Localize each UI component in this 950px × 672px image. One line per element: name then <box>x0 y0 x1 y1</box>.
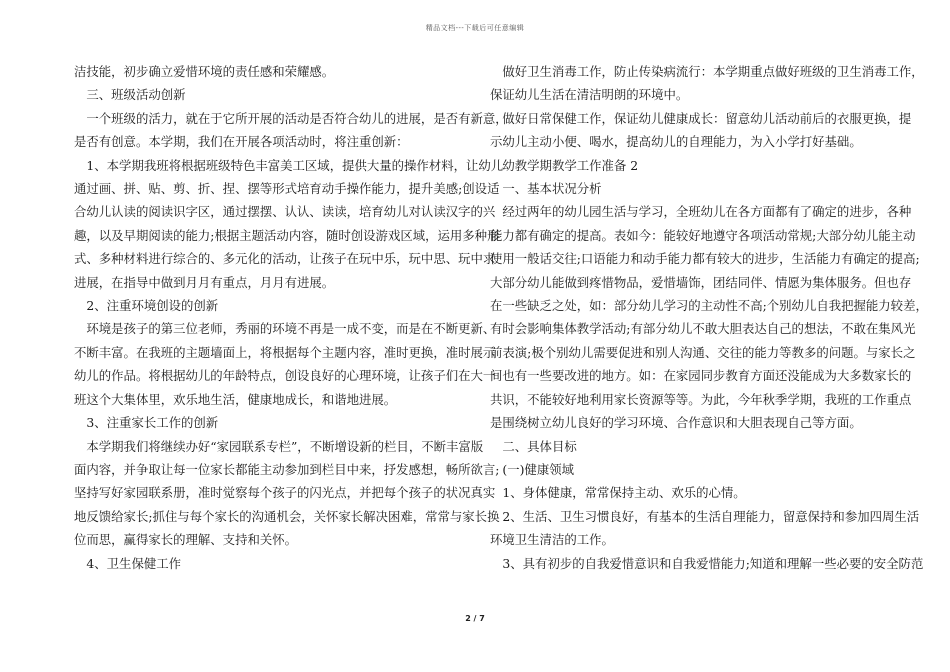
right-text-column <box>490 60 928 575</box>
left-text-column <box>74 60 508 575</box>
text-line: 二、具体目标 <box>490 438 577 454</box>
text-line: (一)健康领域 <box>490 461 575 477</box>
text-line: 示幼儿主动小便、喝水，提高幼儿的自理能力，为入小学打好基础。 <box>490 134 862 150</box>
text-line: 前表演;极个别幼儿需要促进和别人沟通、交往的能力等教多的问题。与家长之 <box>490 344 916 360</box>
text-line: 面内容，并争取让每一位家长都能主动参加到栏目中来，抒发感想，畅所欲言; <box>74 461 500 477</box>
text-line: 共识，不能较好地利用家长资源等等。为此，今年秋季学期，我班的工作重点 <box>490 391 912 407</box>
text-line: 是围绕树立幼儿良好的学习环境、合作意识和大胆表现自己等方面。 <box>490 415 862 431</box>
page-number: 2 / 7 <box>465 614 485 623</box>
text-line: 一个班级的活力，就在于它所开展的活动是否符合幼儿的进展，是否有新意， <box>74 110 508 126</box>
text-line: 经过两年的幼儿园生活与学习，全班幼儿在各方面都有了确定的进步，各种 <box>490 204 912 220</box>
text-line: 一、基本状况分析 <box>490 181 602 197</box>
text-line: 1、本学期我班将根据班级特色丰富美工区域，提供大量的操作材料，让幼儿 <box>74 157 504 173</box>
text-line: 间也有一些要改进的地方。如：在家园同步教育方面还没能成为大多数家长的 <box>490 368 912 384</box>
text-line: 地反馈给家长;抓住与每个家长的沟通机会，关怀家长解决困难，常常与家长换 <box>74 508 500 524</box>
text-line: 使用一般话交往;口语能力和动手能力都有较大的进步，生活能力有确定的提高; <box>490 251 920 267</box>
text-line: 1、身体健康，常常保持主动、欢乐的心情。 <box>490 485 746 501</box>
text-line: 洁技能，初步确立爱惜环境的责任感和荣耀感。 <box>74 64 335 79</box>
text-line: 幼教学期教学工作准备 2 <box>490 157 639 173</box>
text-line: 3、注重家长工作的创新 <box>74 415 219 431</box>
text-line: 合幼儿认读的阅读识字区，通过摆摆、认认、读读，培育幼儿对认读汉字的兴 <box>74 204 496 220</box>
text-line: 保证幼儿生活在清洁明朗的环境中。 <box>490 87 689 103</box>
text-line: 是否有创意。本学期，我们在开展各项活动时，将注重创新： <box>74 134 409 150</box>
text-line: 2、生活、卫生习惯良好，有基本的生活自理能力，留意保持和参加四周生活 <box>490 508 920 524</box>
text-line: 幼儿的作品。将根据幼儿的年龄特点，创设良好的心理环境，让孩子们在大一 <box>74 368 496 384</box>
text-line: 三、班级活动创新 <box>74 87 186 103</box>
text-line: 在一些缺乏之处，如：部分幼儿学习的主动性不高;个别幼儿自我把握能力较差， <box>490 298 928 314</box>
text-line: 能力都有确定的提高。表如今：能较好地遵守各项活动常规;大部分幼儿能主动 <box>490 227 916 243</box>
page-header-watermark: 精品文档---下载后可任意编辑 <box>425 24 525 32</box>
text-line: 做好卫生消毒工作，防止传染病流行：本学期重点做好班级的卫生消毒工作， <box>490 64 924 79</box>
text-line: 本学期我们将继续办好“家园联系专栏”，不断增设新的栏目，不断丰富版 <box>74 438 484 454</box>
text-line: 进展，在指导中做到月月有重点，月月有进展。 <box>74 274 335 290</box>
text-line: 大部分幼儿能做到疼惜物品，爱惜墙饰，团结同伴、情愿为集体服务。但也存 <box>490 274 912 290</box>
text-line: 坚持写好家园联系册，准时觉察每个孩子的闪光点，并把每个孩子的状况真实 <box>74 485 496 501</box>
text-line: 做好日常保健工作，保证幼儿健康成长：留意幼儿活动前后的衣服更换，提 <box>490 110 912 126</box>
text-line: 通过画、拼、贴、剪、折、捏、摆等形式培育动手操作能力，提升美感;创设适 <box>74 181 500 197</box>
text-line: 班这个大集体里，欢乐地生活，健康地成长，和谐地进展。 <box>74 391 397 407</box>
text-line: 2、注重环境创设的创新 <box>74 298 219 314</box>
text-line: 环境是孩子的第三位老师，秀丽的环境不再是一成不变，而是在不断更新、 <box>74 321 496 337</box>
text-line: 环境卫生清洁的工作。 <box>490 532 614 548</box>
text-line: 3、具有初步的自我爱惜意识和自我爱惜能力;知道和理解一些必要的安全防范 <box>490 555 924 571</box>
text-line: 4、卫生保健工作 <box>74 555 182 571</box>
text-line: 不断丰富。在我班的主题墙面上，将根据每个主题内容，准时更换，准时展示 <box>74 344 496 360</box>
text-line: 趣，以及早期阅读的能力;根据主题活动内容，随时创设游戏区域，运用多种形 <box>74 227 500 243</box>
text-line: 位而思，赢得家长的理解、支持和关怀。 <box>74 532 298 548</box>
text-line: 有时会影响集体教学活动;有部分幼儿不敢大胆表达自己的想法，不敢在集风光 <box>490 321 916 337</box>
text-line: 式、多种材料进行综合的、多元化的活动，让孩子在玩中乐，玩中思、玩中求 <box>74 251 496 267</box>
